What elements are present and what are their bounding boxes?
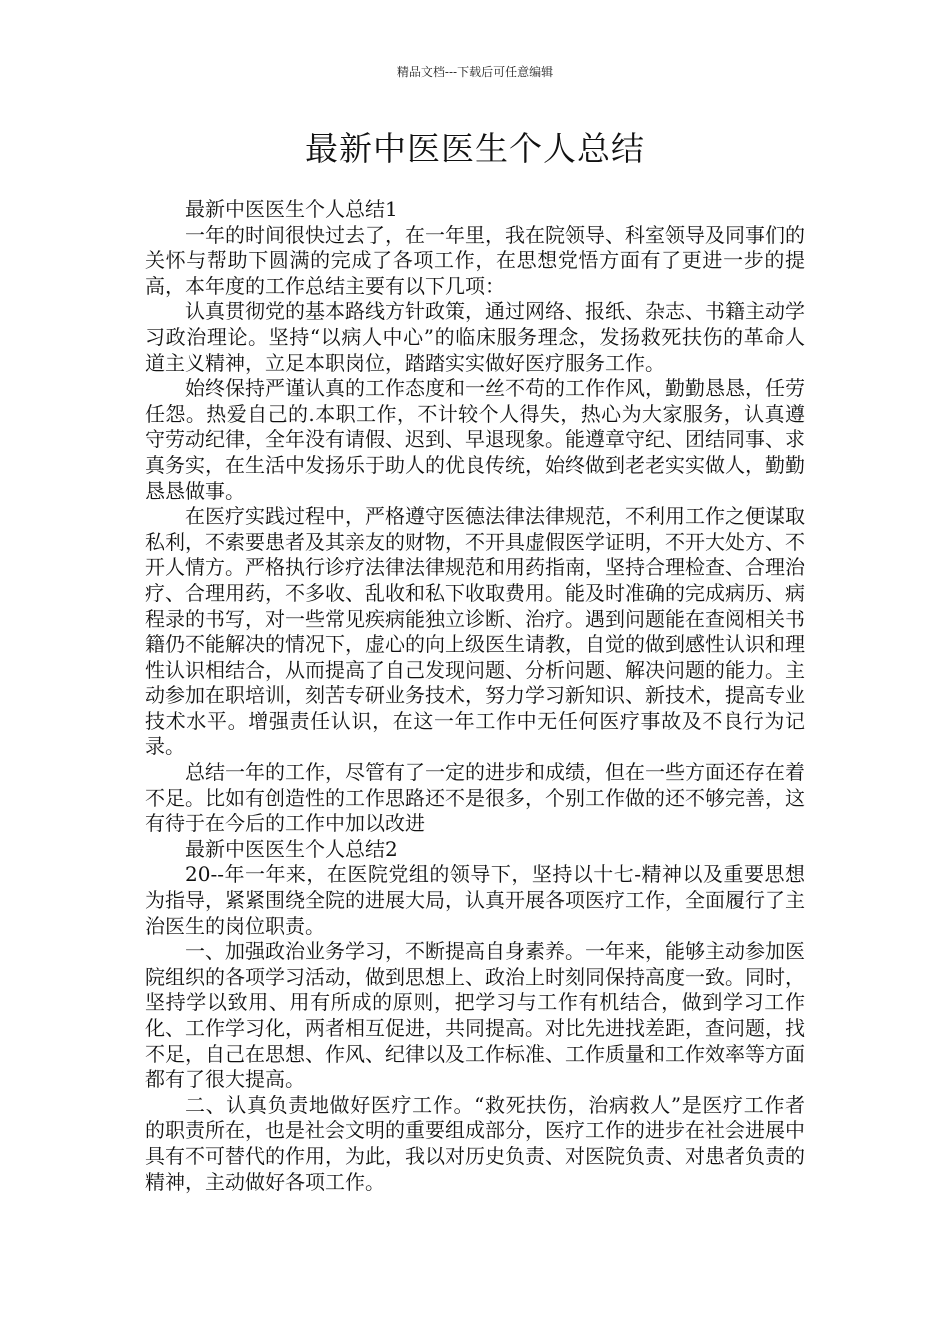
body-paragraph: 一、加强政治业务学习，不断提高自身素养。一年来，能够主动参加医院组织的各项学习活动，做到思想上、政治上时刻同保持高度一致。同时，坚持学以致用、用有所成的原则，把学习与工作有机结合，做到学习工作化、工作学习化，两者相互促进，共同提高。对比先进找差距，查问题，找不足，自己在思想、作风、纪律以及工作标准、工作质量和工作效率等方面都有了很大提高。	[145, 939, 805, 1092]
document-title: 最新中医医生个人总结	[305, 129, 645, 168]
body-paragraph: 在医疗实践过程中，严格遵守医德法律法律规范，不利用工作之便谋取私利，不索要患者及其亲友的财物，不开具虚假医学证明，不开大处方、不开人情方。严格执行诊疗法律法律规范和用药指南，坚持合理检查、合理治疗、合理用药，不多收、乱收和私下收取费用。能及时准确的完成病历、病程录的书写，对一些常见疾病能独立诊断、治疗。遇到问题能在查阅相关书籍仍不能解决的情况下，虚心的向上级医生请教，自觉的做到感性认识和理性认识相结合，从而提高了自己发现问题、分析问题、解决问题的能力。主动参加在职培训，刻苦专研业务技术，努力学习新知识、新技术，提高专业技术水平。增强责任认识，在这一年工作中无任何医疗事故及不良行为记录。	[145, 504, 805, 759]
section-heading-2: 最新中医医生个人总结2	[185, 836, 398, 861]
body-paragraph: 始终保持严谨认真的工作态度和一丝不苟的工作作风，勤勤恳恳，任劳任怨。热爱自己的.本职工作，不计较个人得失，热心为大家服务，认真遵守劳动纪律，全年没有请假、迟到、早退现象。能遵章守纪、团结同事、求真务实，在生活中发扬乐于助人的优良传统，始终做到老老实实做人，勤勤恳恳做事。	[145, 376, 805, 503]
body-paragraph: 20--年一年来，在医院党组的领导下，坚持以十七-精神以及重要思想为指导，紧紧围绕全院的进展大局，认真开展各项医疗工作，全面履行了主治医生的岗位职责。	[145, 862, 805, 938]
body-paragraph: 二、认真负责地做好医疗工作。“救死扶伤，治病救人”是医疗工作者的职责所在，也是社会文明的重要组成部分，医疗工作的进步在社会进展中具有不可替代的作用，为此，我以对历史负责、对医院负责、对患者负责的精神，主动做好各项工作。	[145, 1092, 805, 1194]
body-paragraph: 认真贯彻党的基本路线方针政策，通过网络、报纸、杂志、书籍主动学习政治理论。坚持“以病人中心”的临床服务理念，发扬救死扶伤的革命人道主义精神，立足本职岗位，踏踏实实做好医疗服务工作。	[145, 299, 805, 375]
body-paragraph: 总结一年的工作，尽管有了一定的进步和成绩，但在一些方面还存在着不足。比如有创造性的工作思路还不是很多，个别工作做的还不够完善，这有待于在今后的工作中加以改进	[145, 760, 805, 836]
page-header-note: 精品文档---下载后可任意编辑	[396, 65, 554, 79]
body-paragraph: 一年的时间很快过去了，在一年里，我在院领导、科室领导及同事们的关怀与帮助下圆满的完成了各项工作，在思想党悟方面有了更进一步的提高，本年度的工作总结主要有以下几项：	[145, 222, 805, 298]
document-body	[145, 197, 805, 1195]
section-heading-1: 最新中医医生个人总结1	[185, 197, 398, 221]
